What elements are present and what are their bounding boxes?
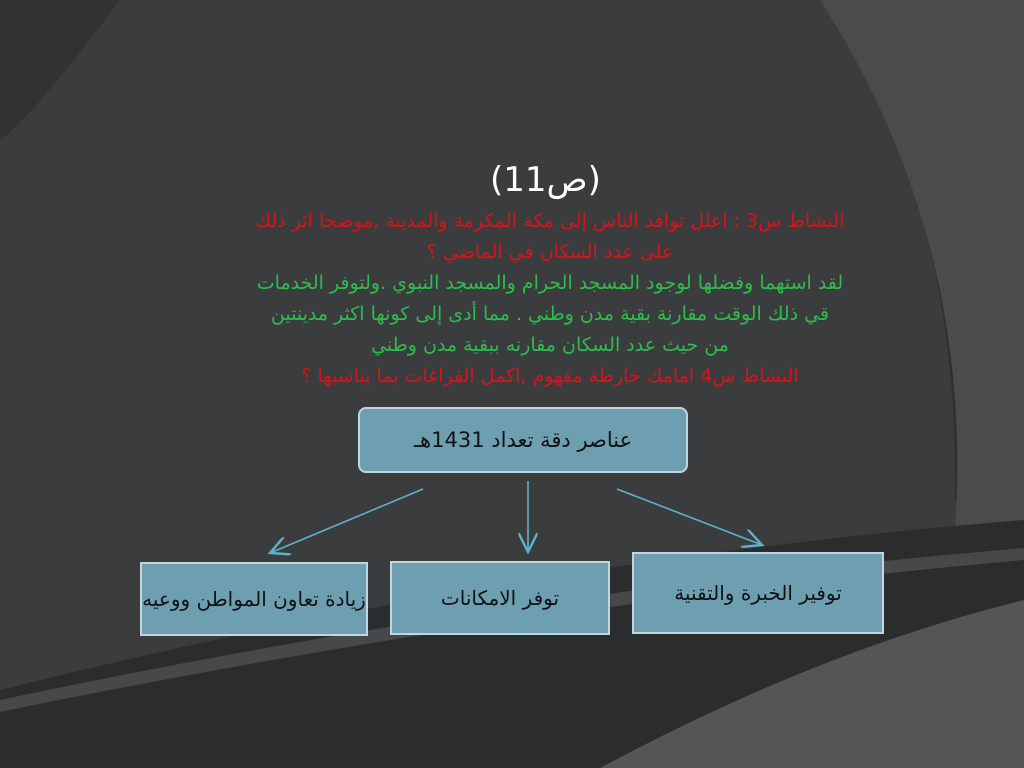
answer-line-1: لقد استهما وفضلها لوجود المسجد الحرام والمسجد النبوي .ولتوفر الخدمات: [256, 272, 844, 294]
activity-4-question-line: النشاط س4 امامك خارطة مفهوم ,اكمل الفراغات بما يناسبها ؟: [301, 365, 799, 387]
activity-3-question-line-1: النشاط س3 : اعلل توافد الناس إلى مكة المكرمة والمدينة ,موضحا اثر ذلك: [255, 210, 845, 232]
slide-title: (ص11): [490, 160, 601, 200]
concept-map-child-citizen-cooperation[interactable]: [140, 562, 368, 636]
concept-map-child-resources[interactable]: [390, 561, 610, 635]
question-text-block: [150, 206, 950, 392]
concept-map-root-box[interactable]: [358, 407, 688, 473]
answer-line-2: قي ذلك الوقت مقارنة بقية مدن وطني . مما أدى إلى كونها اكثر مدينتين: [270, 303, 830, 325]
child-box-label: توفر الامكانات: [440, 586, 560, 610]
root-box-label: عناصر دقة تعداد 1431هـ: [413, 428, 633, 452]
concept-map-child-expertise-technology[interactable]: [632, 552, 884, 634]
activity-3-question-line-2: على عدد السكان في الماضي ؟: [426, 241, 674, 263]
child-box-label: زيادة تعاون المواطن ووعيه: [142, 587, 366, 611]
answer-line-3: من حيث عدد السكان مقارنه ببقية مدن وطني: [371, 334, 729, 356]
child-box-label: توفير الخبرة والتقنية: [674, 581, 842, 605]
